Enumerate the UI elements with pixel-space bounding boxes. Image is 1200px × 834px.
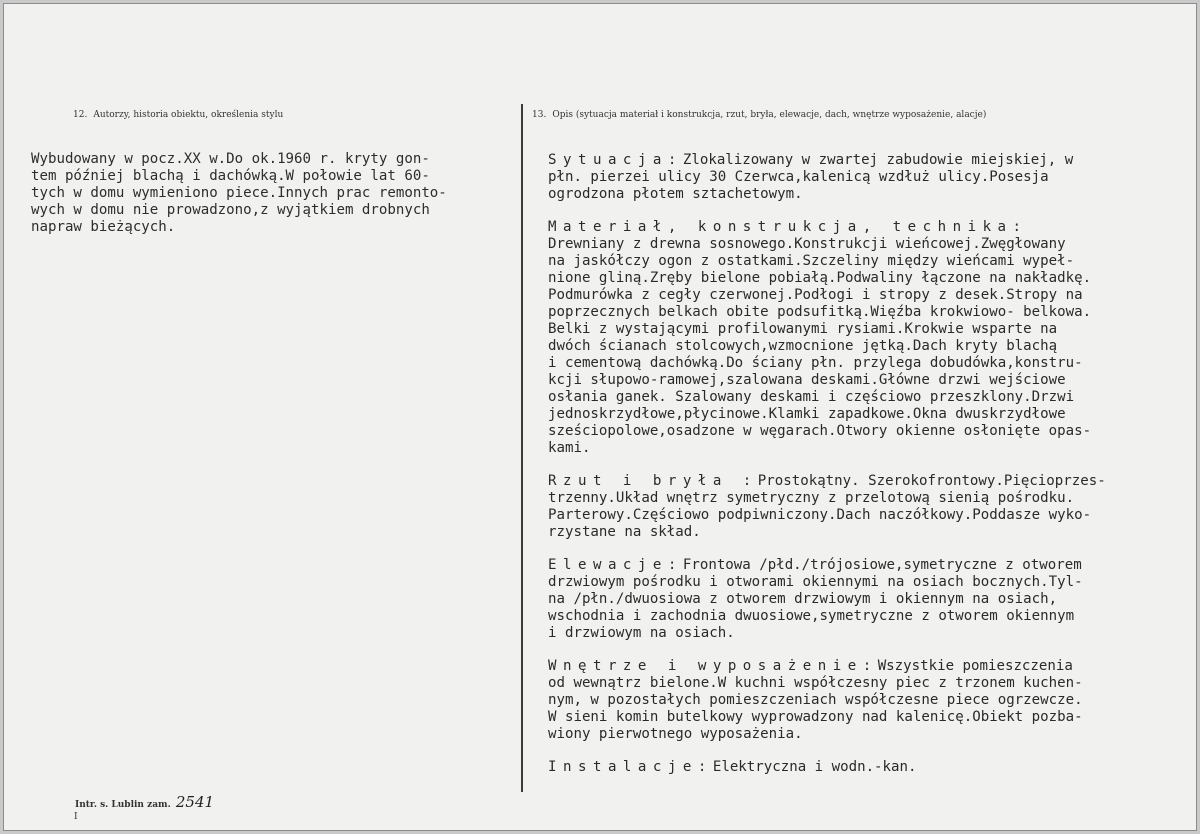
description-line-text: rzystane na skład. <box>548 524 701 540</box>
description-line-text: Belki z wystającymi profilowanymi rysiami.Krokwie wsparte na <box>548 321 1058 337</box>
column-divider <box>521 104 523 792</box>
description-line <box>548 169 1188 186</box>
description-line <box>548 726 1188 743</box>
description-line <box>548 152 1188 169</box>
description-section <box>548 473 1188 541</box>
description-line-text: na /płn./dwuosiowa z otworem drzwiowym i okiennym na osiach, <box>548 591 1058 607</box>
description-line <box>548 253 1188 270</box>
description-line-text: od wewnątrz bielone.W kuchni współczesny piec z trzonem kuchen- <box>548 675 1083 691</box>
description-line-text: Wszystkie pomieszczenia <box>877 658 1073 674</box>
description-section <box>548 557 1188 642</box>
description-line <box>548 236 1188 253</box>
description-line <box>548 219 1188 236</box>
description-line <box>548 574 1188 591</box>
footer-number: 2541 <box>175 793 215 811</box>
history-line: wych w domu nie prowadzono,z wyjątkiem drobnych <box>31 202 430 218</box>
description-line-text: i drzwiowym na osiach. <box>548 625 735 641</box>
description-text <box>548 152 1188 792</box>
description-line-text: poprzecznych belkach obite podsufitką.Więźba krokwiowo- belkowa. <box>548 304 1092 320</box>
description-line-text: osłania ganek. Szalowany deskami i częściowo przeszklony.Drzwi <box>548 389 1075 405</box>
header-left-number: 12. <box>73 110 88 120</box>
description-line-text: wiony pierwotnego wyposażenia. <box>548 726 803 742</box>
description-line <box>548 372 1188 389</box>
description-line-text: sześciopolowe,osadzone w węgarach.Otwory okienne osłonięte opas- <box>548 423 1092 439</box>
description-line <box>548 675 1188 692</box>
history-text <box>31 151 516 236</box>
footer-mark: I <box>74 812 78 822</box>
history-line: Wybudowany w pocz.XX w.Do ok.1960 r. kryty gon- <box>31 151 430 167</box>
description-line <box>548 759 1188 776</box>
description-line <box>548 304 1188 321</box>
description-line-text: kcji słupowo-ramowej,szalowana deskami.Główne drzwi wejściowe <box>548 372 1066 388</box>
description-line <box>548 709 1188 726</box>
description-line <box>548 186 1188 203</box>
description-line <box>548 355 1188 372</box>
description-line <box>548 608 1188 625</box>
description-line-text: Podmurówka z cegły czerwonej.Podłogi i stropy z desek.Stropy na <box>548 287 1083 303</box>
header-left <box>73 110 283 120</box>
section-label: Rzut i bryła : <box>548 473 758 489</box>
description-line <box>548 406 1188 423</box>
description-line <box>548 490 1188 507</box>
description-line-text: nione gliną.Zręby bielone pobiałą.Podwaliny łączone na nakładkę. <box>548 270 1092 286</box>
description-line <box>548 557 1188 574</box>
description-line <box>548 625 1188 642</box>
header-right-label: Opis (sytuacja materiał i konstrukcja, rzut, bryła, elewacje, dach, wnętrze wyposażenie, alacje) <box>552 110 987 120</box>
print-footer <box>75 793 214 811</box>
description-line-text: Frontowa /płd./trójosiowe,symetryczne z otworem <box>682 557 1082 573</box>
description-line-text: Prostokątny. Szerokofrontowy.Pięcioprzes- <box>757 473 1106 489</box>
description-line-text: drzwiowym pośrodku i otworami okiennymi na osiach bocznych.Tyl- <box>548 574 1083 590</box>
description-line <box>548 692 1188 709</box>
header-right-number: 13. <box>532 110 547 120</box>
description-line <box>548 389 1188 406</box>
description-section <box>548 759 1188 776</box>
section-label: Instalacje: <box>548 759 713 775</box>
description-line-text: i cementową dachówką.Do ściany płn. przylega dobudówka,konstru- <box>548 355 1083 371</box>
description-section <box>548 152 1188 203</box>
description-line <box>548 423 1188 440</box>
header-left-label: Autorzy, historia obiektu, określenia stylu <box>93 110 284 120</box>
description-line-text: Parterowy.Częściowo podpiwniczony.Dach naczółkowy.Poddasze wyko- <box>548 507 1092 523</box>
description-line-text: Elektryczna i wodn.-kan. <box>712 759 917 775</box>
description-line-text: na jaskółczy ogon z ostatkami.Szczeliny między wieńcami wypeł- <box>548 253 1075 269</box>
description-line <box>548 270 1188 287</box>
footer-label: Intr. s. Lublin zam. <box>75 800 171 810</box>
description-line-text: nym, w pozostałych pomieszczeniach współczesne piece ogrzewcze. <box>548 692 1083 708</box>
description-line-text: wschodnia i zachodnia dwuosiowe,symetryczne z otworem okiennym <box>548 608 1075 624</box>
description-line-text: dwóch ścianach stolcowych,wzmocnione jętką.Dach kryty blachą <box>548 338 1058 354</box>
section-label: Wnętrze i wyposażenie: <box>548 658 878 674</box>
description-line-text: Zlokalizowany w zwartej zabudowie miejskiej, w <box>682 152 1074 168</box>
description-line-text: płn. pierzei ulicy 30 Czerwca,kalenicą wzdłuż ulicy.Posesja <box>548 169 1049 185</box>
description-line <box>548 338 1188 355</box>
description-line <box>548 321 1188 338</box>
description-line <box>548 287 1188 304</box>
description-line <box>548 507 1188 524</box>
header-right <box>532 110 986 120</box>
section-label: Sytuacja: <box>548 152 683 168</box>
description-section <box>548 219 1188 457</box>
description-line-text: jednoskrzydłowe,płycinowe.Klamki zapadkowe.Okna dwuskrzydłowe <box>548 406 1066 422</box>
description-line-text: ogrodzona płotem sztachetowym. <box>548 186 803 202</box>
description-line-text: Drewniany z drewna sosnowego.Konstrukcji wieńcowej.Zwęgłowany <box>548 236 1066 252</box>
section-label: Materiał, konstrukcja, technika: <box>548 219 1028 235</box>
description-line-text: kami. <box>548 440 591 456</box>
description-line <box>548 658 1188 675</box>
description-line <box>548 591 1188 608</box>
description-line <box>548 473 1188 490</box>
history-line: tych w domu wymieniono piece.Innych prac remonto- <box>31 185 447 201</box>
description-line <box>548 524 1188 541</box>
description-line <box>548 440 1188 457</box>
description-line-text: W sieni komin butelkowy wyprowadzony nad kalenicę.Obiekt pozba- <box>548 709 1083 725</box>
description-section <box>548 658 1188 743</box>
section-label: Elewacje: <box>548 557 683 573</box>
description-line-text: trzenny.Układ wnętrz symetryczny z przelotową sienią pośrodku. <box>548 490 1075 506</box>
history-line: tem później blachą i dachówką.W połowie lat 60- <box>31 168 430 184</box>
history-line: napraw bieżących. <box>31 219 176 235</box>
